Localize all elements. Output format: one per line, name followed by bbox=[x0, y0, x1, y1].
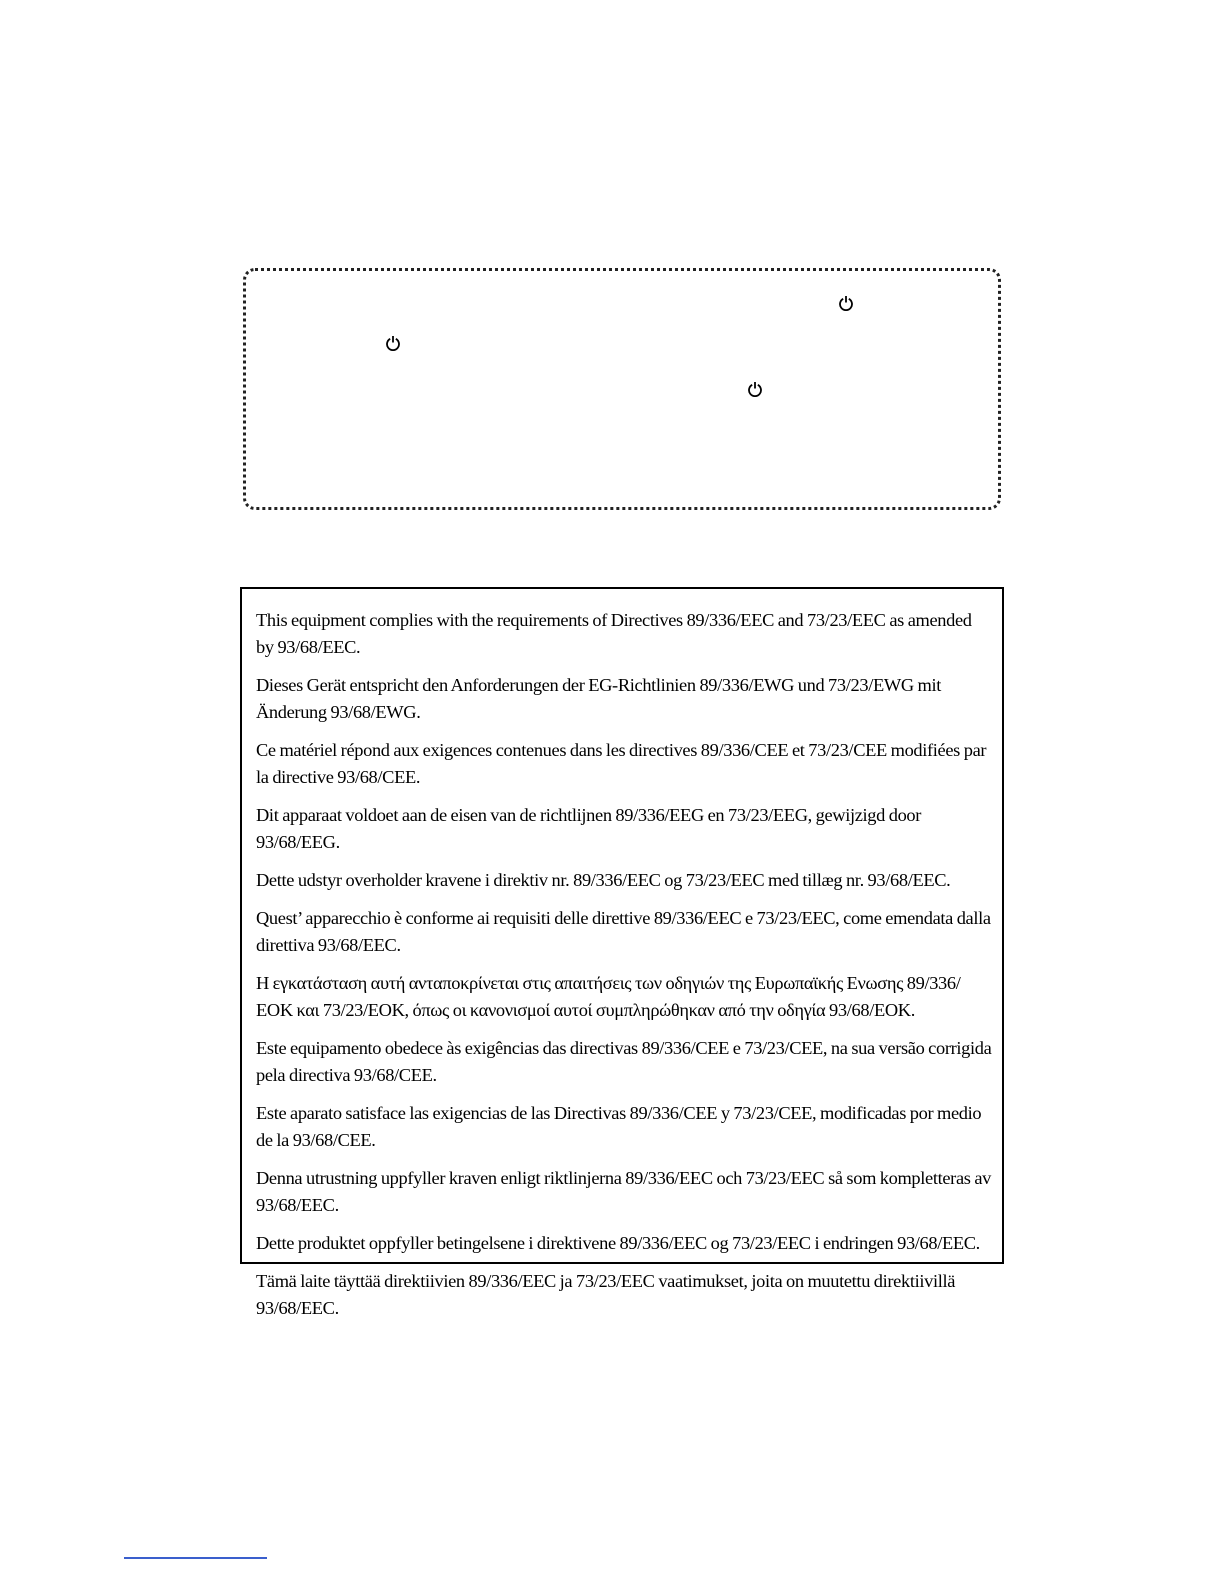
statement-norwegian: Dette produktet oppfyller betingelsene i direktivene 89/336/EEC og 73/23/EEC i endringen 93/68/EEC. bbox=[256, 1233, 980, 1253]
statement-french: Ce matériel répond aux exigences contenues dans les directives 89/336/CEE et 73/23/CEE modifiées par la directive 93/68/CEE. bbox=[256, 740, 987, 787]
power-icon bbox=[747, 381, 763, 397]
ce-compliance-declaration bbox=[240, 587, 1004, 1318]
statement-portuguese: Este equipamento obedece às exigências das directivas 89/336/CEE e 73/23/CEE, na sua versão corrigida pela directiva 93/68/CEE. bbox=[256, 1038, 992, 1085]
statement-english: This equipment complies with the requirements of Directives 89/336/EEC and 73/23/EEC as amended by 93/68/EEC. bbox=[256, 610, 972, 657]
footnote-rule bbox=[124, 1557, 267, 1559]
statement-italian: Quest’ apparecchio è conforme ai requisiti delle direttive 89/336/EEC e 73/23/EEC, come emendata dalla direttiva 93/68/EEC. bbox=[256, 908, 991, 955]
power-icon bbox=[838, 295, 854, 311]
statement-dutch: Dit apparaat voldoet aan de eisen van de richtlijnen 89/336/EEG en 73/23/EEG, gewijzigd door 93/68/EEG. bbox=[256, 805, 922, 852]
statement-spanish: Este aparato satisface las exigencias de las Directivas 89/336/CEE y 73/23/CEE, modificadas por medio de la 93/68/CEE. bbox=[256, 1103, 982, 1150]
statement-danish: Dette udstyr overholder kravene i direktiv nr. 89/336/EEC og 73/23/EEC med tillæg nr. 93/68/EEC. bbox=[256, 870, 951, 890]
power-notice-box bbox=[243, 268, 1001, 510]
statement-finnish: Tämä laite täyttää direktiivien 89/336/EEC ja 73/23/EEC vaatimukset, joita on muutettu direktiivillä 93/68/EEC. bbox=[256, 1271, 956, 1318]
statement-greek: Η εγκατάσταση αυτή ανταποκρίνεται στις απαιτήσεις των οδηγιών της Ευρωπαϊκής Ενωσης 89/336/ΕΟΚ και 73/23/ΕΟΚ, όπως οι κανονισμοί αυτοί συμπληρώθηκαν από την οδηγία 93/68/ΕΟΚ. bbox=[256, 973, 961, 1020]
power-icon bbox=[385, 335, 401, 351]
statement-german: Dieses Gerät entspricht den Anforderungen der EG-Richtlinien 89/336/EWG und 73/23/EWG mit Änderung 93/68/EWG. bbox=[256, 675, 942, 722]
statement-swedish: Denna utrustning uppfyller kraven enligt riktlinjerna 89/336/EEC och 73/23/EEC så som kompletteras av 93/68/EEC. bbox=[256, 1168, 991, 1215]
